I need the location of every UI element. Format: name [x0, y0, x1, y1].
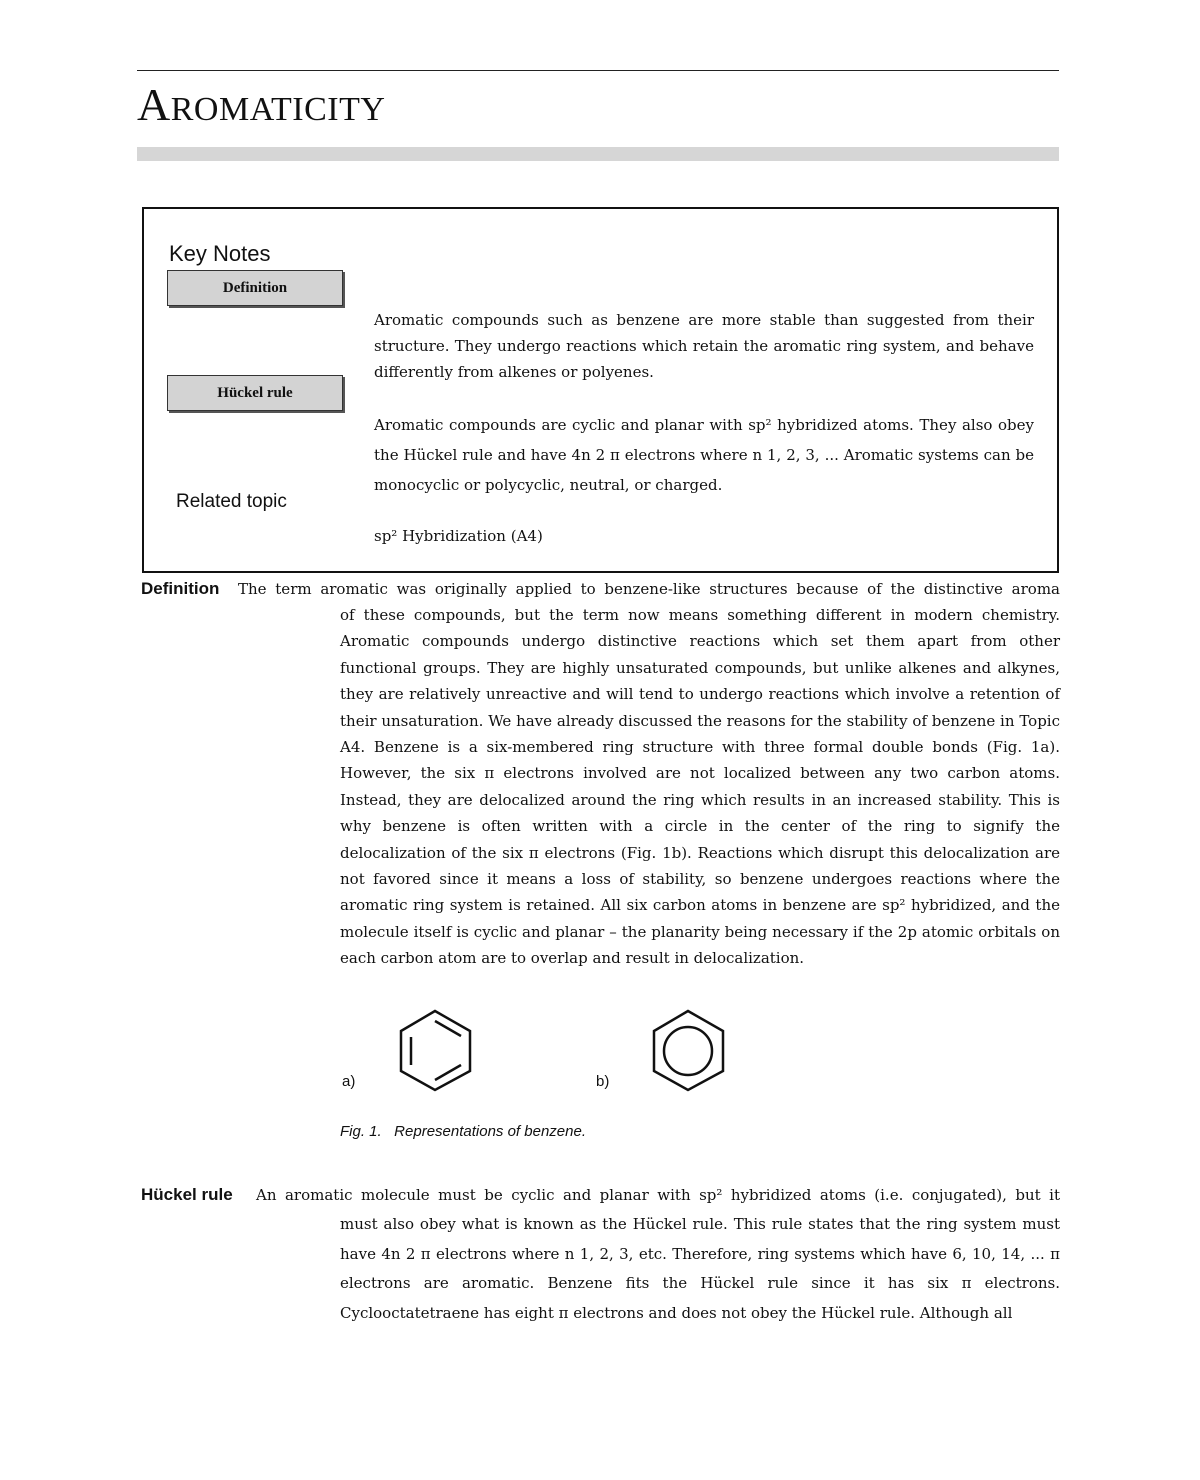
huckel-section-label: Hückel rule [141, 1185, 233, 1204]
benzene-circle-structure [650, 1007, 730, 1093]
page-title [137, 79, 386, 130]
key-notes-huckel-text: Aromatic compounds are cyclic and planar with sp² hybridized atoms. They also obey the Hückel rule and have 4n 2 π electrons where n 1, 2, 3, ... Aromatic systems can be monocyclic or polycyclic, neutral, or charged. [374, 416, 1034, 494]
definition-section-label: Definition [141, 579, 220, 598]
figure-label-b: b) [596, 1073, 610, 1090]
key-notes-definition-text: Aromatic compounds such as benzene are more stable than suggested from their structure. They undergo reactions which retain the aromatic ring system, and behave differently from alkenes or polyenes. [374, 311, 1034, 381]
delocalization-circle [664, 1027, 712, 1075]
related-topic-link[interactable]: sp² Hybridization (A4) [374, 527, 543, 545]
title-initial: A [137, 79, 171, 130]
huckel-body: must also obey what is known as the Hückel rule. This rule states that the ring system must have 4n 2 π electrons where n 1, 2, 3, etc. Therefore, ring systems which have 6, 10, 14, ... π electrons are aromatic. Benzene fits the Hückel rule since it has six π electrons. Cyclooctatetraene has eight π electrons and does not obey the Hückel rule. Although all [340, 1215, 1060, 1322]
huckel-first-line: An aromatic molecule must be cyclic and planar with sp² hybridized atoms (i.e. conjugated), but it [256, 1186, 1060, 1204]
title-underline-bar [137, 147, 1059, 161]
definition-button[interactable]: Definition [167, 270, 343, 306]
top-rule [137, 70, 1059, 71]
title-rest: ROMATICITY [170, 91, 386, 128]
figure-label-a: a) [342, 1073, 356, 1090]
benzene-kekule-structure [397, 1007, 477, 1093]
huckel-rule-button[interactable]: Hückel rule [167, 375, 343, 411]
figure-caption: Fig. 1. Representations of benzene. [340, 1123, 586, 1140]
definition-first-line: The term aromatic was originally applied to benzene-like structures because of the distinctive aroma [238, 580, 1060, 598]
definition-body: of these compounds, but the term now means something different in modern chemistry. Aromatic compounds undergo distinctive reactions which set them apart from other functional groups. They are highly unsaturated compounds, but unlike alkenes and alkynes, they are relatively unreactive and will tend to undergo reactions which involve a retention of their unsaturation. We have already discussed the reasons for the stability of benzene in Topic A4. Benzene is a six-membered ring structure with three formal double bonds (Fig. 1a). However, the six π electrons involved are not localized between any two carbon atoms. Instead, they are delocalized around the ring which results in an increased stability. This is why benzene is often written with a circle in the center of the ring to signify the delocalization of the six π electrons (Fig. 1b). Reactions which disrupt this delocalization are not favored since it means a loss of stability, so benzene undergoes reactions where the aromatic ring system is retained. All six carbon atoms in benzene are sp² hybridized, and the molecule itself is cyclic and planar – the planarity being necessary if the 2p atomic orbitals on each carbon atom are to overlap and result in delocalization. [340, 606, 1060, 968]
key-notes-heading: Key Notes [169, 241, 271, 266]
related-topic-label: Related topic [176, 491, 287, 512]
